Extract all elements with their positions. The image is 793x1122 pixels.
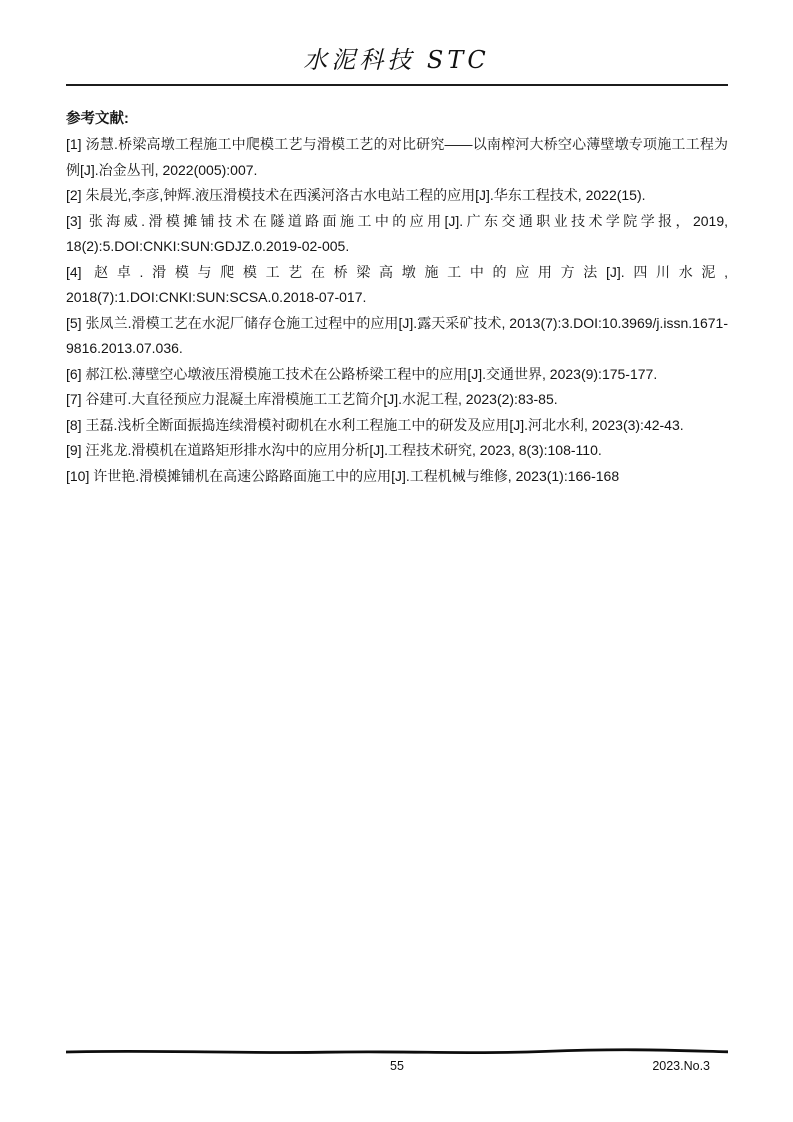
- reference-number: [6]: [66, 365, 82, 382]
- reference-number: [10]: [66, 467, 90, 484]
- issue-number: 2023.No.3: [652, 1059, 710, 1073]
- reference-number: [9]: [66, 442, 82, 458]
- reference-item: [66, 413, 728, 439]
- reference-number: [5]: [66, 314, 82, 331]
- page-number: 55: [390, 1059, 404, 1073]
- references-section: [66, 109, 728, 489]
- reference-text: 朱晨光,李彦,钟辉.液压滑模技术在西溪河洛古水电站工程的应用[J].华东工程技术, 2022(15).: [85, 187, 646, 203]
- reference-text: 王磊.浅析全断面振捣连续滑模衬砌机在水利工程施工中的研发及应用[J].河北水利, 2023(3):42-43.: [85, 416, 684, 433]
- reference-text: 许世艳.滑模摊铺机在高速公路路面施工中的应用[J].工程机械与维修, 2023(1):166-168: [93, 467, 620, 484]
- page-footer: [66, 1048, 728, 1077]
- reference-number: [1]: [66, 136, 82, 152]
- reference-item: [66, 311, 728, 362]
- reference-item: [66, 183, 728, 209]
- reference-text: 汤慧.桥梁高墩工程施工中爬模工艺与滑模工艺的对比研究——以南榨河大桥空心薄壁墩专项施工工程为例[J].冶金丛刊, 2022(005):007.: [66, 136, 729, 178]
- reference-number: [2]: [66, 187, 82, 203]
- reference-number: [7]: [66, 391, 82, 407]
- journal-title: 水泥科技 STC: [303, 46, 490, 74]
- reference-item: [66, 132, 728, 183]
- footer-row: [66, 1057, 728, 1077]
- reference-text: 赵卓.滑模与爬模工艺在桥梁高墩施工中的应用方法[J].四川水泥, 2018(7):1.DOI:CNKI:SUN:SCSA.0.2018-07-017.: [66, 263, 729, 305]
- reference-item: [66, 260, 728, 311]
- reference-item: [66, 362, 728, 388]
- reference-item: [66, 387, 728, 413]
- references-heading: 参考文献:: [66, 111, 129, 127]
- reference-number: [4]: [66, 263, 82, 280]
- reference-text: 谷建可.大直径预应力混凝土库滑模施工工艺简介[J].水泥工程, 2023(2):83-85.: [85, 391, 558, 407]
- reference-text: 张凤兰.滑模工艺在水泥厂储存仓施工过程中的应用[J].露天采矿技术, 2013(7):3.DOI:10.3969/j.issn.1671-9816.2013.07.036.: [66, 314, 728, 356]
- reference-number: [8]: [66, 416, 82, 433]
- reference-number: [3]: [66, 212, 82, 229]
- reference-item: [66, 464, 728, 490]
- header-rule: [66, 84, 728, 86]
- footer-rule: [66, 1048, 728, 1056]
- masthead: [0, 0, 793, 78]
- reference-item: [66, 209, 728, 260]
- reference-item: [66, 438, 728, 464]
- reference-text: 张海威.滑模摊铺技术在隧道路面施工中的应用[J].广东交通职业技术学院学报，2019, 18(2):5.DOI:CNKI:SUN:GDJZ.0.2019-02-005.: [66, 212, 729, 254]
- reference-text: 汪兆龙.滑模机在道路矩形排水沟中的应用分析[J].工程技术研究, 2023, 8(3):108-110.: [85, 442, 602, 458]
- reference-text: 郝江松.薄壁空心墩液压滑模施工技术在公路桥梁工程中的应用[J].交通世界, 2023(9):175-177.: [85, 365, 658, 382]
